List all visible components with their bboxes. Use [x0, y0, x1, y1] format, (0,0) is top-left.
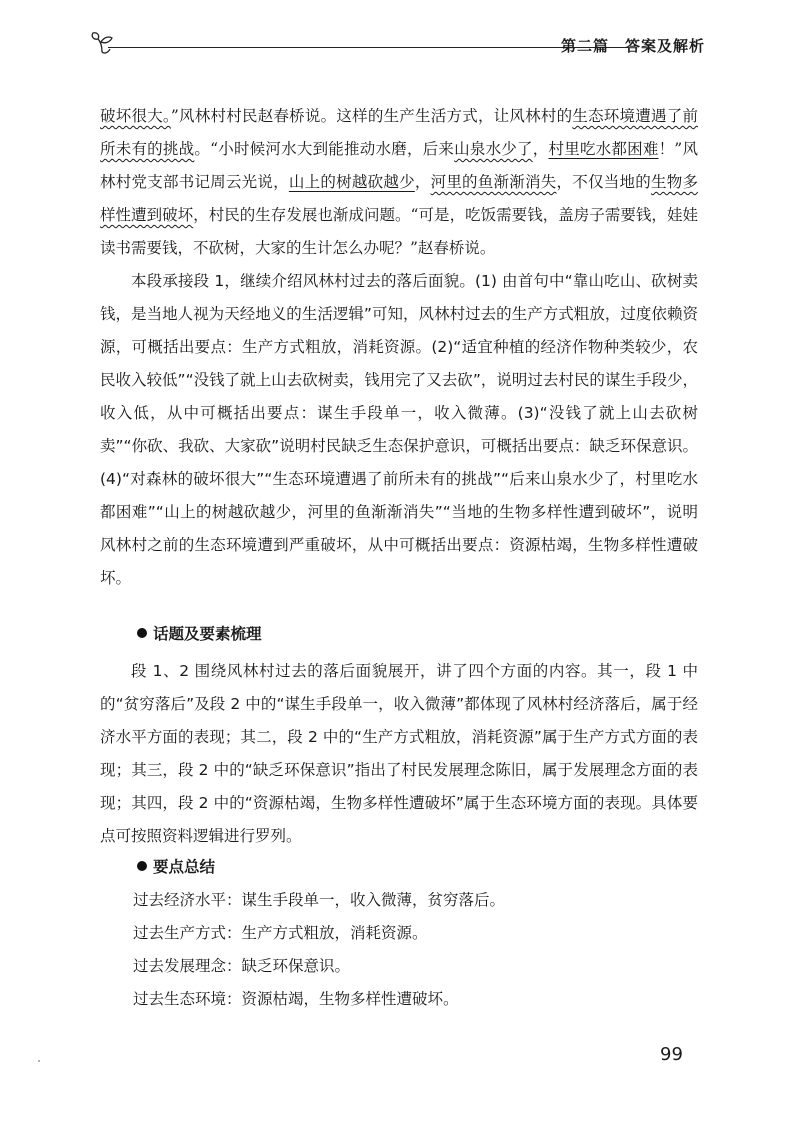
summary-item: 过去发展理念：缺乏环保意识。 — [133, 957, 351, 975]
excerpt-phrase: 河里的鱼渐渐消失 — [430, 173, 557, 191]
excerpt-text: ”风林村村民赵春桥说。这样的生产生活方式，让风林村的 — [170, 107, 573, 125]
excerpt-phrase: 村里吃水都困难 — [548, 140, 659, 158]
excerpt-phrase: 生物多样性遭到破坏 — [100, 173, 698, 224]
summary-item: 过去经济水平：谋生手段单一，收入微薄，贫穷落后。 — [133, 891, 506, 909]
topics-heading — [137, 622, 262, 644]
analysis-paragraph: 本段承接段 1，继续介绍风林村过去的落后面貌。(1) 由首句中“靠山吃山、砍树卖钱，是当地人视为天经地义的生活逻辑”可知，风林村过去的生产方式粗放，过度依赖资源，可概括出要点：生产方式粗放，消耗资源。(2)“适宜种植的经济作物种类较少，农民收入较低”“没钱了就上山去砍树卖，钱用完了又去砍”，说明过去村民的谋生手段少，收入低，从中可概括出要点：谋生手段单一，收入微薄。(3)“没钱了就上山去砍树卖”“你砍、我砍、大家砍”说明村民缺乏生态保护意识，可概括出要点：缺乏环保意识。(4)“对森林的破坏很大”“生态环境遭遇了前所未有的挑战”“后来山泉水少了，村里吃水都困难”“山上的树越砍越少，河里的鱼渐渐消失”“当地的生物多样性遭到破坏”，说明风林村之前的生态环境遭到严重破坏，从中可概括出要点：资源枯竭，生物多样性遭破坏。 — [100, 272, 698, 587]
running-header — [90, 30, 705, 60]
excerpt-text: ， — [532, 140, 549, 158]
excerpt-phrase: 破坏很大。 — [100, 107, 171, 125]
excerpt-phrase: 生态环境遭遇了前所未有的挑战 — [100, 107, 698, 158]
summary-item: 过去生产方式：生产方式粗放，消耗资源。 — [133, 924, 428, 942]
sprout-icon — [90, 30, 118, 56]
excerpt-text: ，不仅当地的 — [556, 173, 651, 191]
bullet-dot — [137, 628, 147, 638]
bullet-dot — [137, 861, 147, 871]
excerpt-text: ，村民的生存发展也渐成问题。“可是，吃饭需要钱，盖房子需要钱，娃娃读书需要钱，不砍树，大家的生计怎么办呢？”赵春桥说。 — [100, 206, 698, 257]
page-number: 99 — [660, 1044, 683, 1065]
scan-dot — [38, 1060, 40, 1062]
summary-heading-text: 要点总结 — [153, 858, 216, 876]
source-excerpt — [100, 100, 698, 265]
topics-paragraph: 段 1、2 围绕风林村过去的落后面貌展开，讲了四个方面的内容。其一，段 1 中的“贫穷落后”及段 2 中的“谋生手段单一，收入微薄”都体现了风林村经济落后，属于经济水平方面的表现；其二，段 2 中的“生产方式粗放，消耗资源”属于生产方式方面的表现；其三，段 2 中的“缺乏环保意识”指出了村民发展理念陈旧，属于发展理念方面的表现；其四，段 2 中的“资源枯竭，生物多样性遭破坏”属于生态环境方面的表现。具体要点可按照资料逻辑进行罗列。 — [100, 662, 698, 845]
excerpt-phrase: 山上的树越砍越少 — [288, 173, 415, 191]
excerpt-phrase: 山泉水少了 — [454, 140, 533, 158]
summary-item: 过去生态环境：资源枯竭，生物多样性遭破坏。 — [133, 990, 459, 1008]
excerpt-text: ！”风林村党支部书记周云光说， — [100, 140, 698, 191]
excerpt-text: 。“小时候河水大到能推动水磨，后来 — [194, 140, 455, 158]
header-rule — [108, 47, 628, 48]
header-title: 第二篇 答案及解析 — [560, 37, 705, 55]
excerpt-text: ， — [414, 173, 431, 191]
topics-heading-text: 话题及要素梳理 — [153, 625, 262, 643]
summary-heading — [137, 855, 215, 877]
